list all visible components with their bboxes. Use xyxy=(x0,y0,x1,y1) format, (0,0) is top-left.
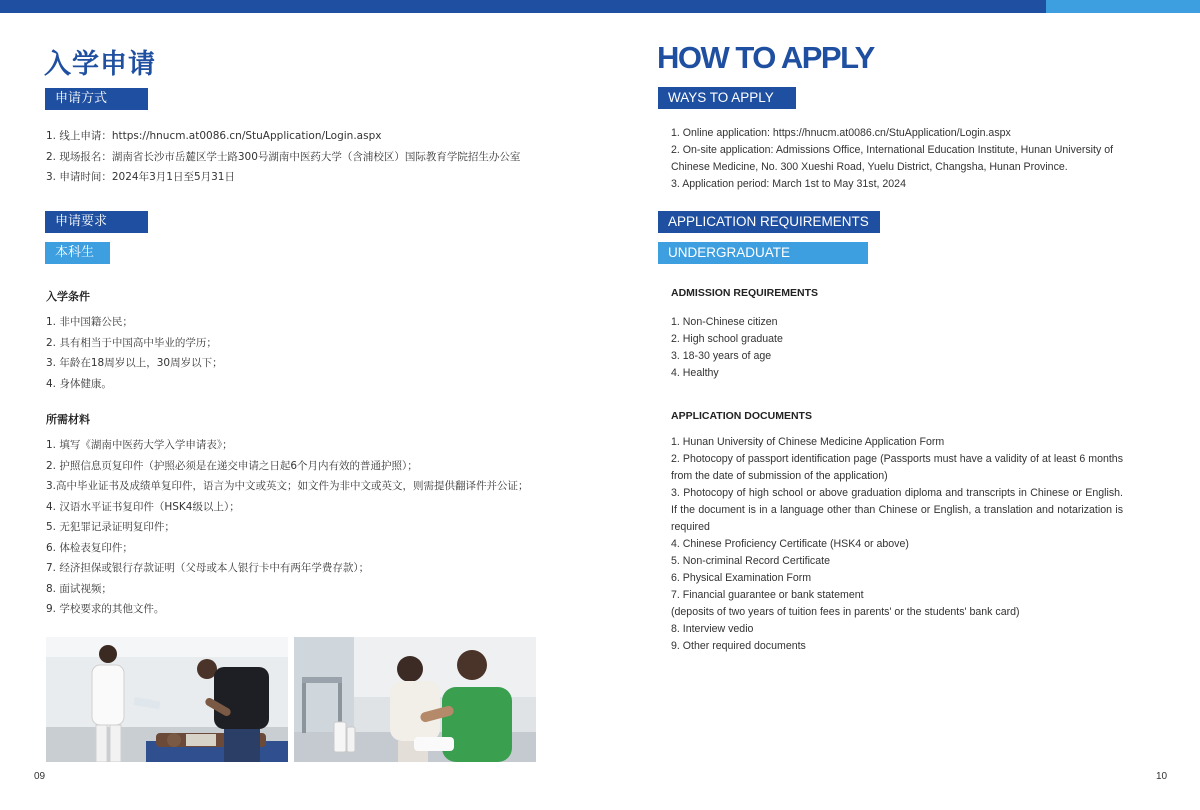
list-item: 9. Other required documents xyxy=(671,640,806,652)
admission-list-en xyxy=(671,314,1141,382)
program-tag-cn: 本科生 xyxy=(45,242,110,264)
list-item: 3. 年龄在18周岁以上，30周岁以下； xyxy=(46,357,223,369)
list-item: (deposits of two years of tuition fees in parents' or the students' bank card) xyxy=(671,606,1020,618)
list-item: 4. Healthy xyxy=(671,367,719,379)
list-item: 1. Hunan University of Chinese Medicine Application Form xyxy=(671,436,945,448)
documents-list-en xyxy=(671,434,1123,655)
list-item: 7. 经济担保或银行存款证明（父母或本人银行卡中有两年学费存款）； xyxy=(46,562,370,574)
page-number-left: 09 xyxy=(34,771,46,782)
list-item: 3. 18-30 years of age xyxy=(671,350,772,362)
page-title-cn: 入学申请 xyxy=(44,49,156,80)
list-item: 5. 无犯罪记录证明复印件； xyxy=(46,521,175,533)
list-item: 2. 护照信息页复印件（护照必须是在递交申请之日起6个月内有效的普通护照）； xyxy=(46,459,418,472)
admission-list-cn xyxy=(46,312,223,394)
list-item: 4. Chinese Proficiency Certificate (HSK4 or above) xyxy=(671,538,909,550)
documents-heading-en: APPLICATION DOCUMENTS xyxy=(671,410,812,422)
list-item: 9. 学校要求的其他文件。 xyxy=(46,603,165,615)
list-item: 8. Interview vedio xyxy=(671,623,754,635)
list-item: 3. Photocopy of high school or above graduation diploma and transcripts in Chinese or English. If the document is in a language other than Chinese or English, a translation and notarization is required xyxy=(671,487,1123,533)
list-item: 4. 汉语水平证书复印件（HSK4级以上）； xyxy=(46,500,240,513)
page-number-right: 10 xyxy=(1156,771,1168,782)
list-item: 3.高中毕业证书及成绩单复印件，语言为中文或英文；如文件为非中文或英文，则需提供翻译件并公证； xyxy=(46,480,529,492)
list-item: 1. 线上申请：https://hnucm.at0086.cn/StuApplication/Login.aspx xyxy=(46,130,382,142)
requirements-tag-cn: 申请要求 xyxy=(45,211,148,233)
documents-heading-cn: 所需材料 xyxy=(46,413,90,426)
list-item: 1. Online application: https://hnucm.at0086.cn/StuApplication/Login.aspx xyxy=(671,127,1011,139)
list-item: 7. Financial guarantee or bank statement xyxy=(671,589,864,601)
requirements-tag-en: APPLICATION REQUIREMENTS xyxy=(658,211,880,233)
documents-list-cn xyxy=(46,435,529,620)
ways-list-cn xyxy=(46,126,520,188)
right-page xyxy=(600,0,1200,810)
admission-heading-en: ADMISSION REQUIREMENTS xyxy=(671,287,819,299)
list-item: 2. On-site application: Admissions Office, International Education Institute, Hunan University of Chinese Medicine, No. 300 Xueshi Road, Yuelu District, Changsha, Hunan Province. xyxy=(671,144,1114,173)
list-item: 6. 体检表复印件； xyxy=(46,541,133,554)
photo-clinic xyxy=(294,637,536,762)
list-item: 1. 非中国籍公民； xyxy=(46,316,133,328)
program-tag-en: UNDERGRADUATE PROGRAM xyxy=(658,242,868,264)
list-item: 4. 身体健康。 xyxy=(46,377,112,390)
photo-physical-exam xyxy=(46,637,288,762)
list-item: 1. 填写《湖南中医药大学入学申请表》； xyxy=(46,439,233,451)
ways-tag-cn: 申请方式 xyxy=(45,88,148,110)
admission-heading-cn: 入学条件 xyxy=(46,290,90,303)
list-item: 1. Non-Chinese citizen xyxy=(671,316,778,328)
list-item: 8. 面试视频； xyxy=(46,582,112,595)
list-item: 3. 申请时间：2024年3月1日至5月31日 xyxy=(46,171,235,183)
list-item: 2. 现场报名：湖南省长沙市岳麓区学士路300号湖南中医药大学（含浦校区）国际教育学院招生办公室 xyxy=(46,150,521,163)
list-item: 2. High school graduate xyxy=(671,333,783,345)
list-item: 2. 具有相当于中国高中毕业的学历； xyxy=(46,336,217,349)
ways-tag-en: WAYS TO APPLY xyxy=(658,87,796,109)
page-title-en: HOW TO APPLY xyxy=(657,40,874,75)
ways-list-en xyxy=(671,125,1141,193)
list-item: 6. Physical Examination Form xyxy=(671,572,812,584)
list-item: 3. Application period: March 1st to May 31st, 2024 xyxy=(671,178,906,190)
list-item: 2. Photocopy of passport identification page (Passports must have a validity of at least 6 months from the date of submission of the application) xyxy=(671,453,1123,482)
list-item: 5. Non-criminal Record Certificate xyxy=(671,555,830,567)
